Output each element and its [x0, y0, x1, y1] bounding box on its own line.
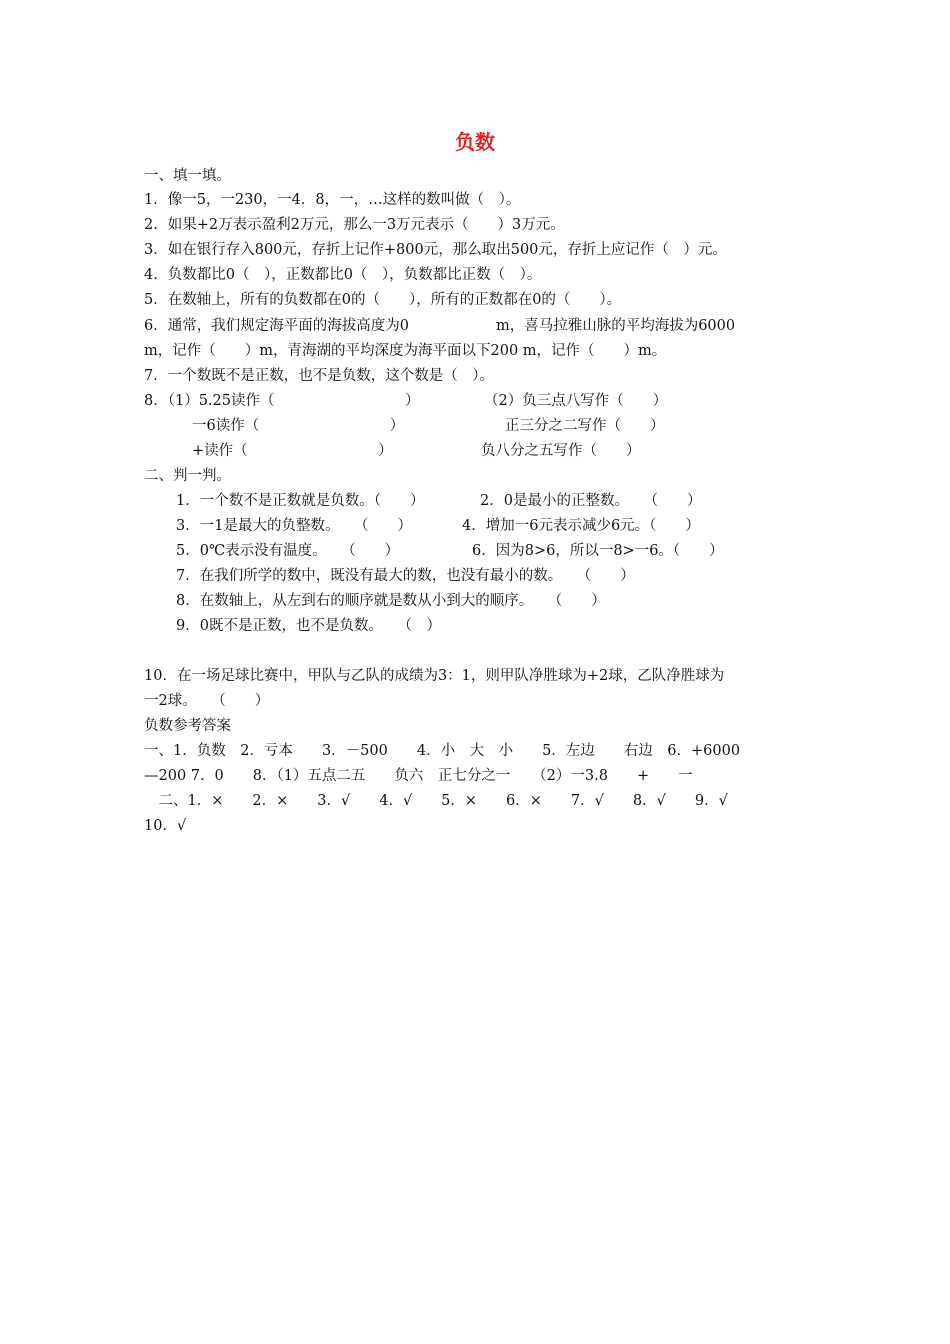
question-6-line2: m，记作（ ）m，青海湖的平均深度为海平面以下200 m，记作（ ）m。 [144, 343, 667, 359]
question-2: 2．如果+2万表示盈利2万元，那么一3万元表示（ ）3万元。 [144, 217, 565, 233]
question-3: 3．如在银行存入800元，存折上记作+800元，那么取出500元，存折上应记作（ ）元。 [144, 242, 727, 258]
question-5: 5．在数轴上，所有的负数都在0的（ ），所有的正数都在0的（ ）。 [144, 292, 622, 308]
answers-heading: 负数参考答案 [144, 718, 231, 734]
judge-10-line1: 10．在一场足球比赛中，甲队与乙队的成绩为3：1，则甲队净胜球为+2球，乙队净胜球为 [144, 668, 725, 684]
judge-5: 5．0℃表示没有温度。 （ ） [176, 543, 400, 559]
question-4: 4．负数都比0（ ），正数都比0（ ），负数都比正数（ ）。 [144, 267, 542, 283]
judge-4: 4．增加一6元表示减少6元。（ ） [462, 518, 700, 534]
judge-9: 9．0既不是正数，也不是负数。 （ ） [176, 618, 441, 634]
answers-line3: 二、1．× 2．× 3．√ 4．√ 5．× 6．× 7．√ 8．√ 9．√ [144, 793, 728, 809]
question-7: 7．一个数既不是正数，也不是负数，这个数是（ ）。 [144, 368, 494, 384]
page-title: 负数 [455, 130, 495, 154]
answers-line2: —200 7．0 8．（1）五点二五 负六 正七分之一 （2）一3.8 + 一 [144, 768, 693, 784]
judge-2: 2．0是最小的正整数。 （ ） [480, 493, 702, 509]
judge-8: 8．在数轴上，从左到右的顺序就是数从小到大的顺序。 （ ） [176, 593, 606, 609]
question-8-part3: 一6读作（ ） [192, 418, 405, 434]
judge-3: 3．一1是最大的负整数。 （ ） [176, 518, 412, 534]
question-8-part4: 正三分之二写作（ ） [505, 418, 665, 434]
question-8-part5: +读作（ ） [192, 443, 393, 459]
judge-7: 7．在我们所学的数中，既没有最大的数，也没有最小的数。 （ ） [176, 568, 635, 584]
judge-6: 6．因为8>6，所以一8>一6。（ ） [472, 543, 724, 559]
question-6-line1: 6．通常，我们规定海平面的海拔高度为0 m，喜马拉雅山脉的平均海拔为6000 [144, 318, 736, 334]
question-8-part2: （2）负三点八写作（ ） [484, 393, 668, 409]
section2-heading: 二、判一判。 [144, 468, 231, 484]
answers-line4: 10．√ [144, 818, 187, 834]
question-8-part1: 8．（1）5.25读作（ ） [144, 393, 420, 409]
judge-10-line2: 一2球。 （ ） [144, 693, 270, 709]
question-1: 1．像一5，一230，一4．8，一，…这样的数叫做（ ）。 [144, 192, 521, 208]
section1-heading: 一、填一填。 [144, 168, 231, 184]
question-8-part6: 负八分之五写作（ ） [481, 443, 641, 459]
judge-1: 1．一个数不是正数就是负数。（ ） [176, 493, 425, 509]
answers-line1: 一、1．负数 2．亏本 3．－500 4．小 大 小 5．左边 右边 6．+6000 [144, 743, 741, 759]
